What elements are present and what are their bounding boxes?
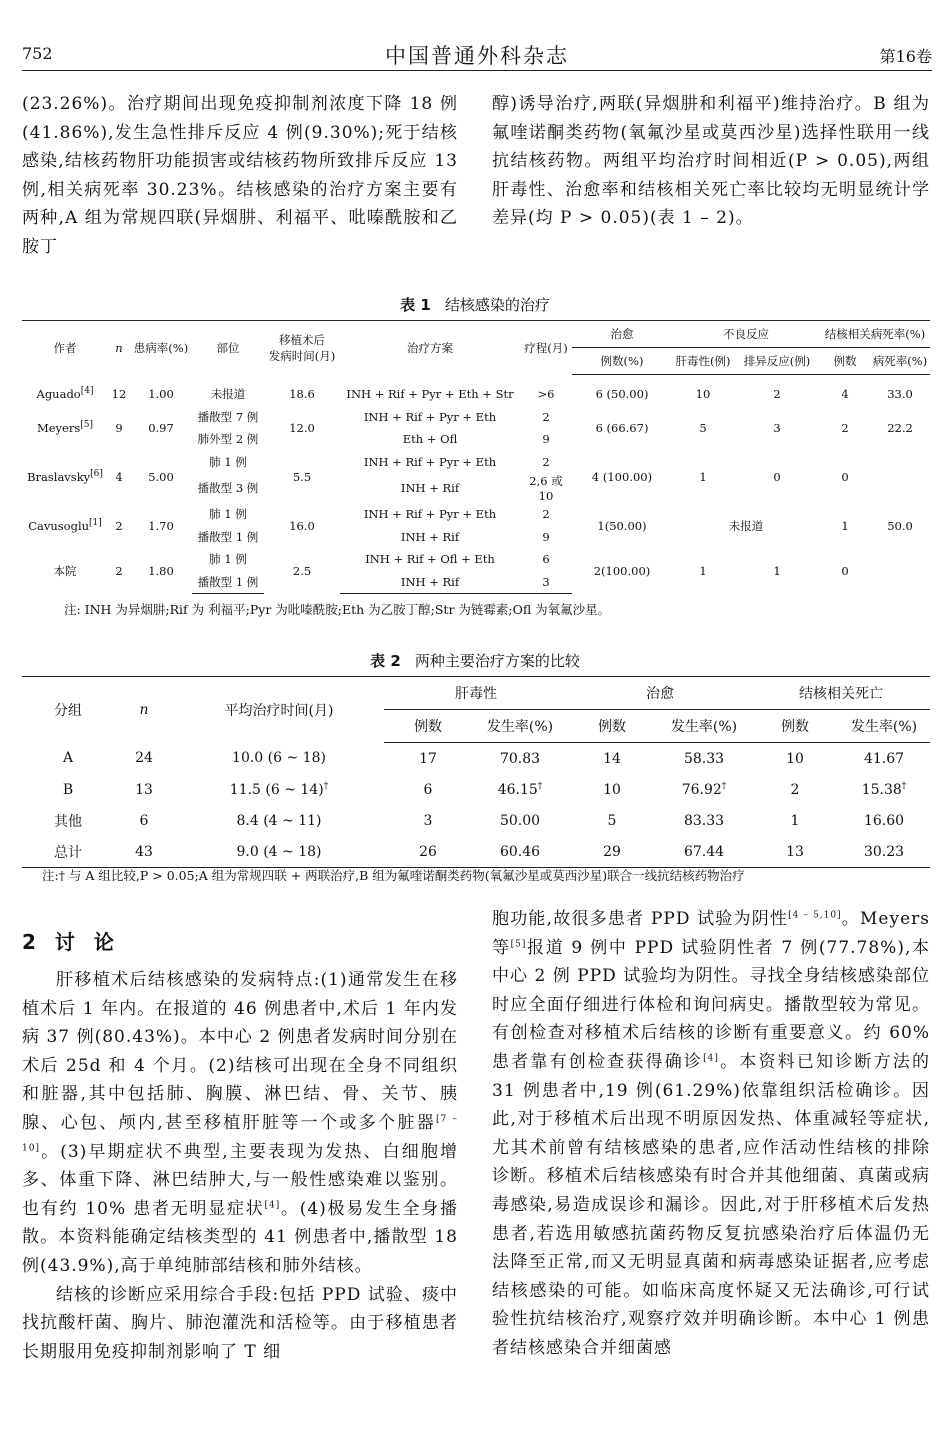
col-cure-sub: 例数(%) [572, 348, 672, 375]
table-row: 其他 6 8.4 (4 ~ 11) 3 50.00 5 83.33 1 16.60 [54, 812, 905, 830]
table-row: Aguado[4] 12 1.00 未报道 18.6 INH + Rif + Pyr + Eth + Str >6 6 (50.00) 10 2 4 33.0 [36, 386, 913, 402]
table-row: B 13 11.5 (6 ~ 14)† 6 46.15† 10 76.92† 2 15.38† [62, 780, 907, 798]
col-author: 作者 [22, 321, 108, 375]
col-hepato: 肝毒性 [384, 677, 568, 710]
sub-count: 例数 [568, 710, 656, 743]
col-n: n [114, 677, 174, 743]
table1-note: 注: INH 为异烟肼;Rif 为 利福平;Pyr 为吡嗪酰胺;Eth 为乙胺丁醇;Str 为链霉素;Ofl 为氧氟沙星。 [64, 602, 611, 617]
table-row: 播散型 1 例 INH + Rif 3 [22, 571, 930, 594]
table-row: 播散型 3 例 INH + Rif 2,6 或 10 [197, 474, 563, 503]
table1-caption [0, 294, 950, 315]
sub-count: 例数 [752, 710, 838, 743]
discussion-right-column [492, 905, 930, 1363]
sub-rate: 发生率(%) [838, 710, 930, 743]
table2-title: 两种主要治疗方案的比较 [414, 652, 580, 670]
table-row: 肺外型 2 例 Eth + Ofl 9 [197, 432, 550, 447]
journal-title: 中国普通外科杂志 [385, 44, 569, 68]
volume-label: 第16卷 [879, 47, 932, 66]
col-group: 分组 [22, 677, 114, 743]
col-onset: 移植术后 发病时间(月) [264, 321, 340, 375]
table-row: Cavusoglu[1] 2 1.70 肺 1 例 16.0 INH + Rif + Pyr + Eth 2 1(50.00) 未报道 1 50.0 [28, 507, 913, 533]
col-time: 平均治疗时间(月) [174, 677, 384, 743]
col-n: n [108, 321, 130, 375]
col-rate: 患病率(%) [130, 321, 192, 375]
paragraph: 醇)诱导治疗,两联(异烟肼和利福平)维持治疗。B 组为氟喹诺酮类药物(氧氟沙星或莫西沙星)选择性联用一线抗结核药物。两组平均治疗时间相近(P > 0.05),两组肝毒性、治愈率和结核相关死亡率比较均无明显统计学差异(均 P > 0.05)(表 1 – 2)。 [492, 94, 930, 229]
top-right-column [492, 90, 930, 233]
col-site: 部位 [192, 321, 264, 375]
col-adverse: 不良反应 [672, 321, 820, 348]
table2-caption [0, 650, 950, 671]
discussion-left-column [22, 966, 458, 1366]
section-heading: 2 讨 论 [22, 930, 120, 954]
table2-note: 注:† 与 A 组比较,P > 0.05;A 组为常规四联 + 两联治疗,B 组为氟喹诺酮类药物(氧氟沙星或莫西沙星)联合一线抗结核药物治疗 [42, 868, 745, 883]
col-regimen: 治疗方案 [340, 321, 520, 375]
col-cure: 治愈 [568, 677, 752, 710]
paragraph: 结核的诊断应采用综合手段:包括 PPD 试验、痰中找抗酸杆菌、胸片、肺泡灌洗和活检等。由于移植患者长期服用免疫抑制剂影响了 T 细 [22, 1284, 458, 1362]
paragraph: 胞功能,故很多患者 PPD 试验为阴性[4 – 5,10]。Meyers 等[5]报道 9 例中 PPD 试验阴性者 7 例(77.78%),本中心 2 例 PPD 试验均为阴性。寻找全身结核感染部位时应全面仔细进行体检和询问病史。播散型较为常见。有创检查对移植术后结核的诊断有重要意义。约 60% 患者靠有创检查获得确诊[4]。本资料已知诊断方法的 31 例患者中,19 例(61.29%)依靠组织活检确诊。因此,对于移植术后出现不明原因发热、体重减轻等症状,尤其术前曾有结核感染的患者,应作活动性结核的排除诊断。移植术后结核感染有时合并其他细菌、真菌或病毒感染,易造成误诊和漏诊。因此,对于肝移植术后发热患者,若选用敏感抗菌药物反复抗感染治疗后体温仍无法降至正常,而又无明显真菌和病毒感染证据者,应考虑结核感染的可能。如临床高度怀疑又无法确诊,可行试验性抗结核治疗,观察疗效并明确诊断。本中心 1 例患者结核感染合并细菌感 [492, 909, 931, 1358]
table-row: Meyers[5] 9 0.97 播散型 7 例 12.0 INH + Rif + Pyr + Eth 2 6 (66.67) 5 3 2 22.2 [36, 409, 913, 435]
table1-label: 表 1 [400, 296, 431, 314]
col-reject: 排异反应(例) [734, 348, 820, 375]
col-death: 结核相关病死率(%) [820, 321, 930, 348]
table-row: 播散型 1 例 INH + Rif 9 [197, 529, 550, 544]
table-row: 总计 43 9.0 (4 ~ 18) 26 60.46 29 67.44 13 30.23 [22, 836, 930, 868]
table-row: 本院 2 1.80 肺 1 例 2.5 INH + Rif + Ofl + Eth 6 2(100.00) 1 1 0 [53, 552, 849, 578]
table2-label: 表 2 [370, 652, 401, 670]
col-death-rate: 病死率(%) [870, 348, 930, 375]
page-number: 752 [22, 44, 53, 63]
table2 [22, 676, 930, 868]
sub-count: 例数 [384, 710, 472, 743]
table1-title: 结核感染的治疗 [444, 296, 550, 314]
sub-rate: 发生率(%) [656, 710, 752, 743]
col-cure: 治愈 [572, 321, 672, 348]
paragraph: 肝移植术后结核感染的发病特点:(1)通常发生在移植术后 1 年内。在报道的 46 例患者中,术后 1 年内发病 37 例(80.43%)。本中心 2 例患者发病时间分别在术后 25d 和 4 个月。(2)结核可出现在全身不同组织和脏器,其中包括肺、胸膜、淋巴结、骨、关节、胰腺、心包、颅内,甚至移植肝脏等一个或多个脏器[7 – 10]。(3)早期症状不典型,主要表现为发热、白细胞增多、体重下降、淋巴结肿大,与一般性感染难以鉴别。也有约 10% 患者无明显症状[4]。(4)极易发生全身播散。本资料能确定结核类型的 41 例患者中,播散型 18 例(43.9%),高于单纯肺部结核和肺外结核。 [22, 970, 458, 1276]
col-death-n: 例数 [820, 348, 870, 375]
table1 [22, 320, 930, 594]
col-death: 结核相关死亡 [752, 677, 930, 710]
paragraph: (23.26%)。治疗期间出现免疫抑制剂浓度下降 18 例(41.86%),发生急性排斥反应 4 例(9.30%);死于结核感染,结核药物肝功能损害或结核药物所致排斥反应 13 例,相关病死率 30.23%。结核感染的治疗方案主要有两种,A 组为常规四联(异烟肼、利福平、吡嗪酰胺和乙胺丁 [22, 94, 458, 257]
col-course: 疗程(月) [520, 321, 572, 375]
col-hepato: 肝毒性(例) [672, 348, 734, 375]
page-header [22, 38, 932, 71]
sub-rate: 发生率(%) [472, 710, 568, 743]
table-row: Braslavsky[6] 4 5.00 肺 1 例 5.5 INH + Rif + Pyr + Eth 2 4 (100.00) 1 0 0 [27, 454, 849, 484]
top-left-column [22, 90, 458, 262]
table-row: A 24 10.0 (6 ~ 18) 17 70.83 14 58.33 10 41.67 [62, 750, 905, 767]
